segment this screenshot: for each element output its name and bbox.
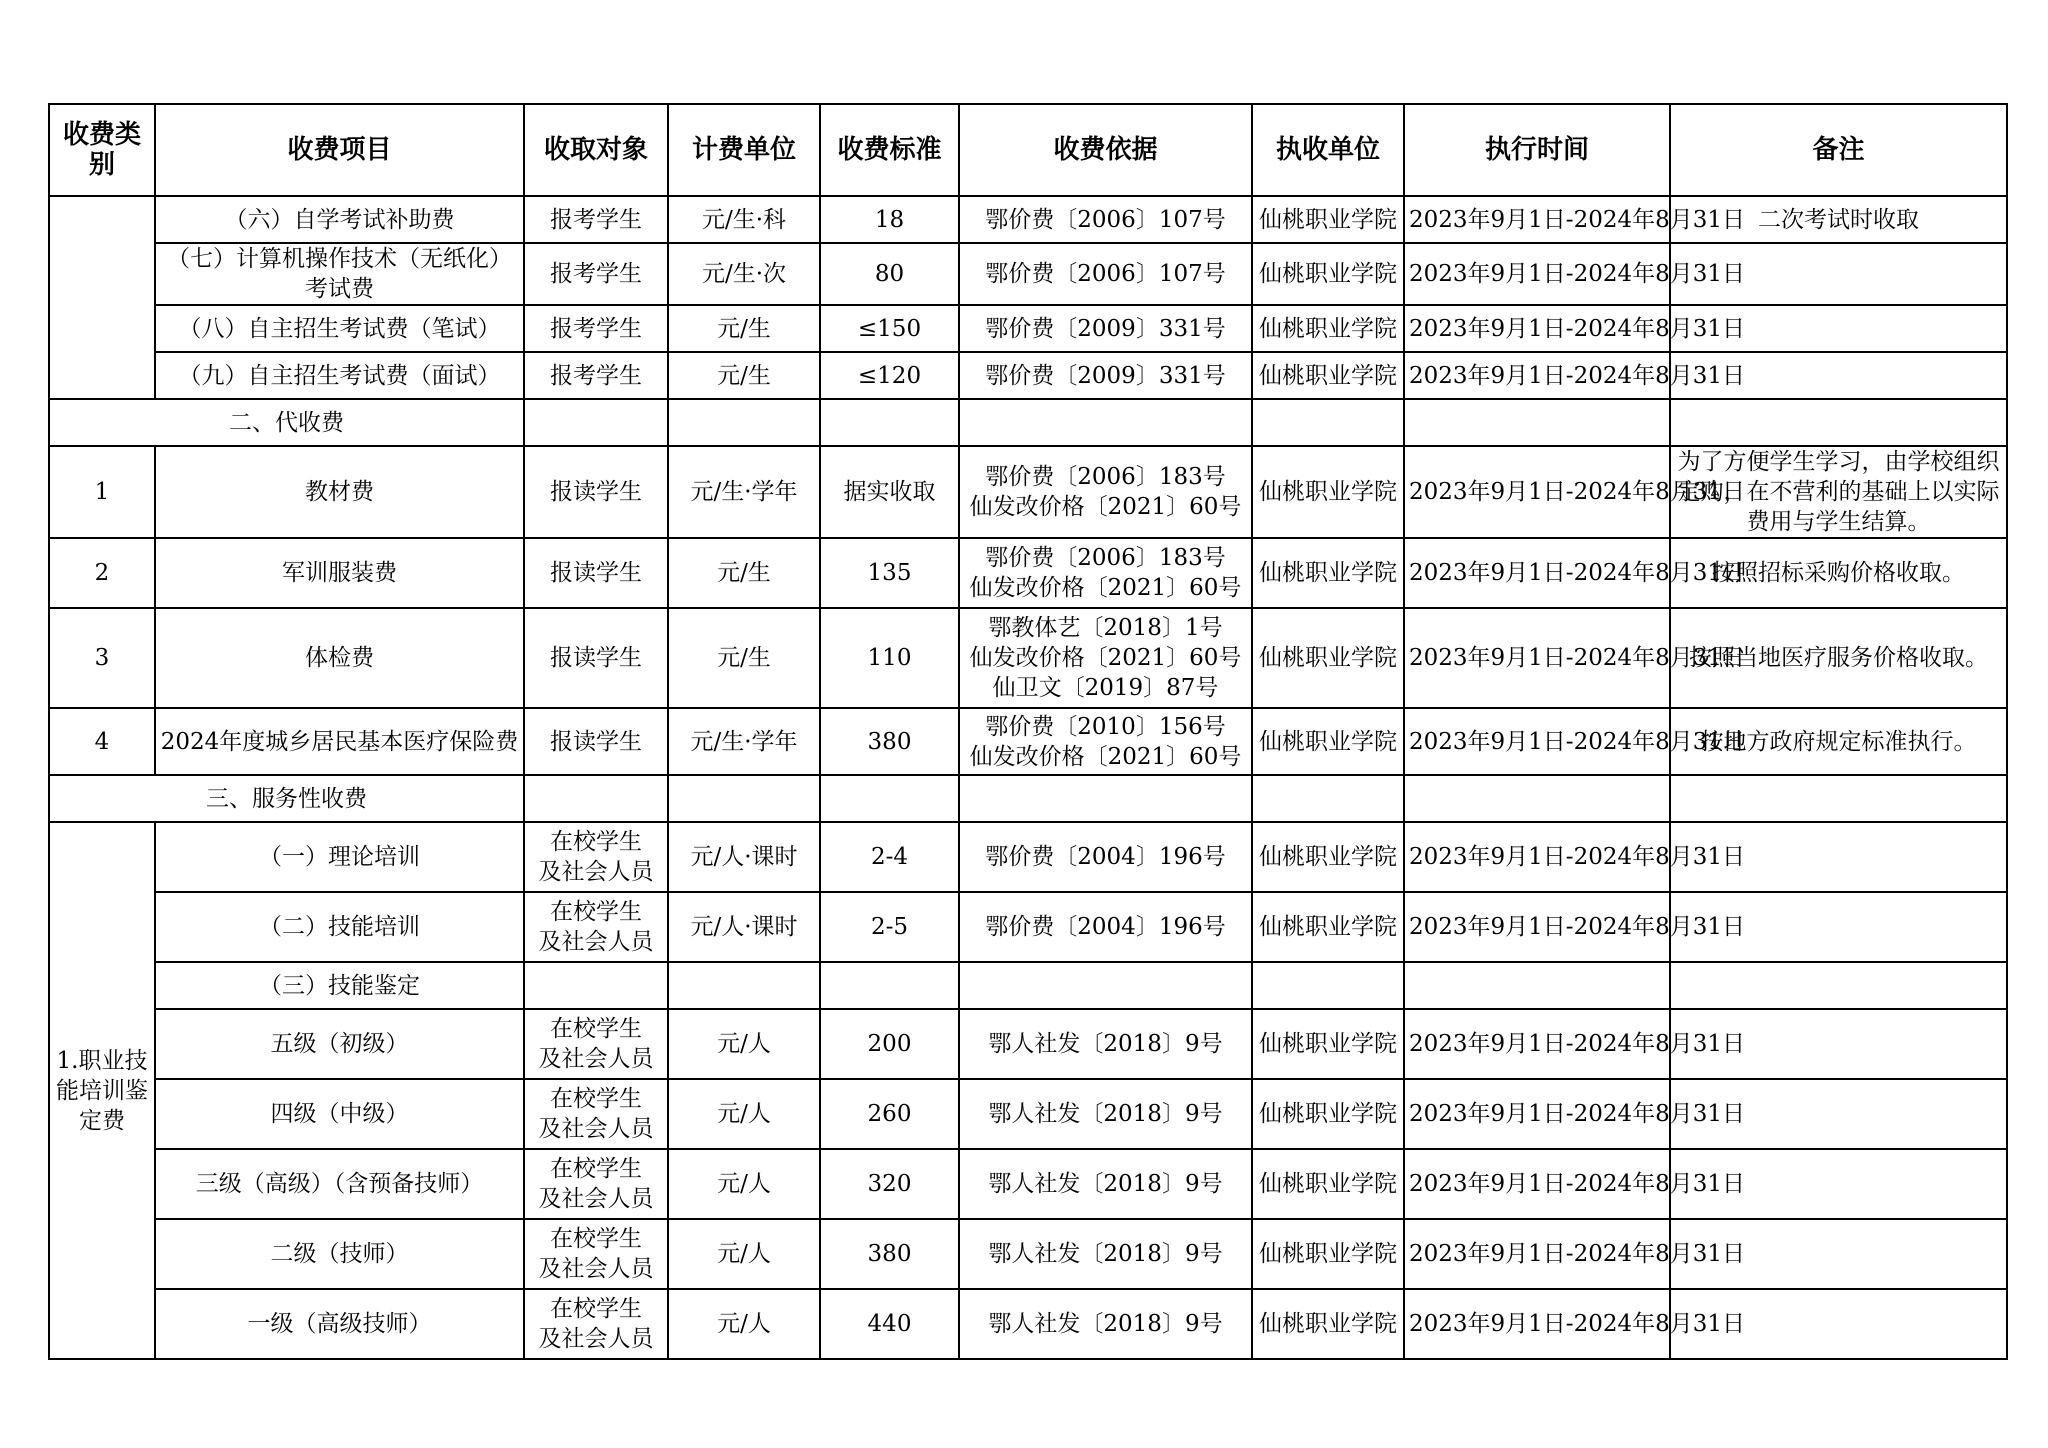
target-cell: 报考学生 [524,305,668,352]
category-cell: 1 [49,446,155,538]
target-line: 及社会人员 [538,1186,654,1212]
table-row [49,1079,2007,1149]
time-cell: 2023年9月1日-2024年8月31日 [1404,1149,1670,1219]
fee-table [48,103,2008,1360]
header-cell: 执行时间 [1404,104,1670,196]
collector-cell: 仙桃职业学院 [1252,1289,1404,1359]
time-cell: 2023年9月1日-2024年8月31日 [1404,1079,1670,1149]
time-cell: 2023年9月1日-2024年8月31日 [1404,243,1670,305]
table-row [49,352,2007,399]
item-cell: 一级（高级技师） [155,1289,524,1359]
item-cell: 五级（初级） [155,1009,524,1079]
basis-line: 仙发改价格〔2021〕60号 [969,575,1242,601]
target-cell [524,962,668,1009]
time-cell: 2023年9月1日-2024年8月31日 [1404,1219,1670,1289]
collector-cell: 仙桃职业学院 [1252,1009,1404,1079]
basis-line: 鄂教体艺〔2018〕1号 [988,615,1223,641]
basis-line: 仙发改价格〔2021〕60号 [969,645,1242,671]
target-line: 在校学生 [550,1016,642,1042]
unit-cell: 元/生·学年 [668,446,820,538]
table-row [49,538,2007,608]
basis-cell: 鄂价费〔2006〕107号 [959,196,1252,243]
unit-cell: 元/人 [668,1079,820,1149]
basis-cell [959,538,1252,608]
time-cell: 2023年9月1日-2024年8月31日 [1404,892,1670,962]
basis-line: 鄂价费〔2006〕183号 [985,545,1226,571]
target-cell [524,1289,668,1359]
note-cell [1670,962,2007,1009]
target-cell [524,1219,668,1289]
basis-cell: 鄂人社发〔2018〕9号 [959,1079,1252,1149]
header-cell: 计费单位 [668,104,820,196]
table-row [49,305,2007,352]
basis-cell: 鄂人社发〔2018〕9号 [959,1219,1252,1289]
standard-cell: 320 [820,1149,959,1219]
unit-cell: 元/生 [668,608,820,708]
note-cell: 二次考试时收取 [1670,196,2007,243]
table-row [49,1009,2007,1079]
item-cell: 教材费 [155,446,524,538]
item-cell: （二）技能培训 [155,892,524,962]
target-cell: 报读学生 [524,538,668,608]
item-cell: （七）计算机操作技术（无纸化）考试费 [155,243,524,305]
unit-cell: 元/人·课时 [668,822,820,892]
table-row [49,962,2007,1009]
standard-cell: 380 [820,1219,959,1289]
standard-cell: 380 [820,708,959,775]
category-cell: 4 [49,708,155,775]
unit-cell: 元/人 [668,1289,820,1359]
table-row [49,708,2007,775]
header-cell: 备注 [1670,104,2007,196]
target-line: 在校学生 [550,829,642,855]
item-cell: （一）理论培训 [155,822,524,892]
header-cell: 收取对象 [524,104,668,196]
collector-cell: 仙桃职业学院 [1252,892,1404,962]
target-line: 及社会人员 [538,1046,654,1072]
note-cell: 按照当地医疗服务价格收取。 [1670,608,2007,708]
collector-cell: 仙桃职业学院 [1252,196,1404,243]
basis-cell: 鄂价费〔2009〕331号 [959,305,1252,352]
target-line: 及社会人员 [538,929,654,955]
collector-cell [1252,962,1404,1009]
target-cell [524,1009,668,1079]
basis-line: 仙卫文〔2019〕87号 [992,675,1219,701]
unit-cell: 元/人 [668,1219,820,1289]
basis-line: 鄂价费〔2006〕183号 [985,464,1226,490]
target-line: 在校学生 [550,1226,642,1252]
collector-cell: 仙桃职业学院 [1252,243,1404,305]
item-cell: 二级（技师） [155,1219,524,1289]
collector-cell: 仙桃职业学院 [1252,1079,1404,1149]
target-cell [524,822,668,892]
item-cell: 体检费 [155,608,524,708]
target-cell: 报读学生 [524,708,668,775]
note-cell: 按地方政府规定标准执行。 [1670,708,2007,775]
header-cell: 收费项目 [155,104,524,196]
basis-cell: 鄂价费〔2009〕331号 [959,352,1252,399]
unit-cell: 元/人·课时 [668,892,820,962]
table-row [49,822,2007,892]
time-cell: 2023年9月1日-2024年8月31日 [1404,708,1670,775]
basis-line: 仙发改价格〔2021〕60号 [969,743,1242,770]
target-cell: 报考学生 [524,243,668,305]
unit-cell: 元/生 [668,305,820,352]
target-cell: 报读学生 [524,446,668,538]
basis-cell [959,708,1252,775]
target-cell [524,1149,668,1219]
target-line: 在校学生 [550,1296,642,1322]
standard-cell: 80 [820,243,959,305]
item-cell: （六）自学考试补助费 [155,196,524,243]
unit-cell: 元/生·学年 [668,708,820,775]
unit-cell: 元/生 [668,352,820,399]
time-cell [1404,962,1670,1009]
basis-cell [959,446,1252,538]
item-cell: 三级（高级）（含预备技师） [155,1149,524,1219]
header-row [49,104,2007,196]
basis-cell: 鄂价费〔2004〕196号 [959,822,1252,892]
collector-cell: 仙桃职业学院 [1252,446,1404,538]
header-cell: 收费类别 [49,104,155,196]
collector-cell: 仙桃职业学院 [1252,708,1404,775]
time-cell: 2023年9月1日-2024年8月31日 [1404,446,1670,538]
time-cell: 2023年9月1日-2024年8月31日 [1404,305,1670,352]
item-cell: （八）自主招生考试费（笔试） [155,305,524,352]
standard-cell: 440 [820,1289,959,1359]
table-row [49,608,2007,708]
unit-cell: 元/人 [668,1149,820,1219]
target-cell: 报考学生 [524,196,668,243]
basis-line: 仙发改价格〔2021〕60号 [969,494,1242,520]
basis-cell: 鄂人社发〔2018〕9号 [959,1009,1252,1079]
collector-cell: 仙桃职业学院 [1252,352,1404,399]
basis-cell [959,608,1252,708]
unit-cell: 元/生·科 [668,196,820,243]
target-line: 及社会人员 [538,1256,654,1282]
basis-cell: 鄂价费〔2004〕196号 [959,892,1252,962]
category-cell [49,196,155,399]
target-line: 在校学生 [550,1156,642,1182]
unit-cell [668,962,820,1009]
table-row [49,446,2007,538]
unit-cell: 元/生·次 [668,243,820,305]
table-row [49,1289,2007,1359]
item-cell: （三）技能鉴定 [155,962,524,1009]
target-cell: 报读学生 [524,608,668,708]
table-row [49,1149,2007,1219]
section-title: 二、代收费 [49,399,524,446]
category-cell: 2 [49,538,155,608]
time-cell: 2023年9月1日-2024年8月31日 [1404,608,1670,708]
target-line: 及社会人员 [538,859,654,885]
note-cell: 按照招标采购价格收取。 [1670,538,2007,608]
target-line: 及社会人员 [538,1326,654,1352]
header-cell: 收费标准 [820,104,959,196]
target-line: 在校学生 [550,1086,642,1112]
time-cell: 2023年9月1日-2024年8月31日 [1404,822,1670,892]
standard-cell: ≤150 [820,305,959,352]
table-row [49,243,2007,305]
table-row [49,1219,2007,1289]
item-cell: 2024年度城乡居民基本医疗保险费 [155,708,524,775]
time-cell: 2023年9月1日-2024年8月31日 [1404,1289,1670,1359]
basis-line: 鄂价费〔2010〕156号 [985,713,1226,740]
section-row [49,775,2007,822]
time-cell: 2023年9月1日-2024年8月31日 [1404,538,1670,608]
target-cell [524,1079,668,1149]
unit-cell: 元/人 [668,1009,820,1079]
standard-cell: 2-5 [820,892,959,962]
basis-cell: 鄂人社发〔2018〕9号 [959,1289,1252,1359]
section-title: 三、服务性收费 [49,775,524,822]
category-cell: 3 [49,608,155,708]
standard-cell: 2-4 [820,822,959,892]
basis-cell: 鄂人社发〔2018〕9号 [959,1149,1252,1219]
item-cell: 四级（中级） [155,1079,524,1149]
standard-cell: 200 [820,1009,959,1079]
time-cell: 2023年9月1日-2024年8月31日 [1404,352,1670,399]
item-cell: （九）自主招生考试费（面试） [155,352,524,399]
target-line: 及社会人员 [538,1116,654,1142]
table-row [49,892,2007,962]
basis-cell [959,962,1252,1009]
item-cell: 军训服装费 [155,538,524,608]
standard-cell: 18 [820,196,959,243]
collector-cell: 仙桃职业学院 [1252,1149,1404,1219]
basis-cell: 鄂价费〔2006〕107号 [959,243,1252,305]
standard-cell: 据实收取 [820,446,959,538]
header-cell: 收费依据 [959,104,1252,196]
collector-cell: 仙桃职业学院 [1252,305,1404,352]
table-row [49,196,2007,243]
unit-cell: 元/生 [668,538,820,608]
time-cell: 2023年9月1日-2024年8月31日 [1404,1009,1670,1079]
standard-cell: 135 [820,538,959,608]
standard-cell: ≤120 [820,352,959,399]
standard-cell: 110 [820,608,959,708]
standard-cell: 260 [820,1079,959,1149]
collector-cell: 仙桃职业学院 [1252,822,1404,892]
target-cell [524,892,668,962]
group-label-cell: 1.职业技能培训鉴定费 [49,822,155,1359]
target-line: 在校学生 [550,899,642,925]
note-cell: 为了方便学生学习，由学校组织定购，在不营利的基础上以实际费用与学生结算。 [1670,446,2007,538]
time-cell: 2023年9月1日-2024年8月31日 [1404,196,1670,243]
section-row [49,399,2007,446]
standard-cell [820,962,959,1009]
collector-cell: 仙桃职业学院 [1252,608,1404,708]
target-cell: 报考学生 [524,352,668,399]
header-cell: 执收单位 [1252,104,1404,196]
collector-cell: 仙桃职业学院 [1252,1219,1404,1289]
collector-cell: 仙桃职业学院 [1252,538,1404,608]
